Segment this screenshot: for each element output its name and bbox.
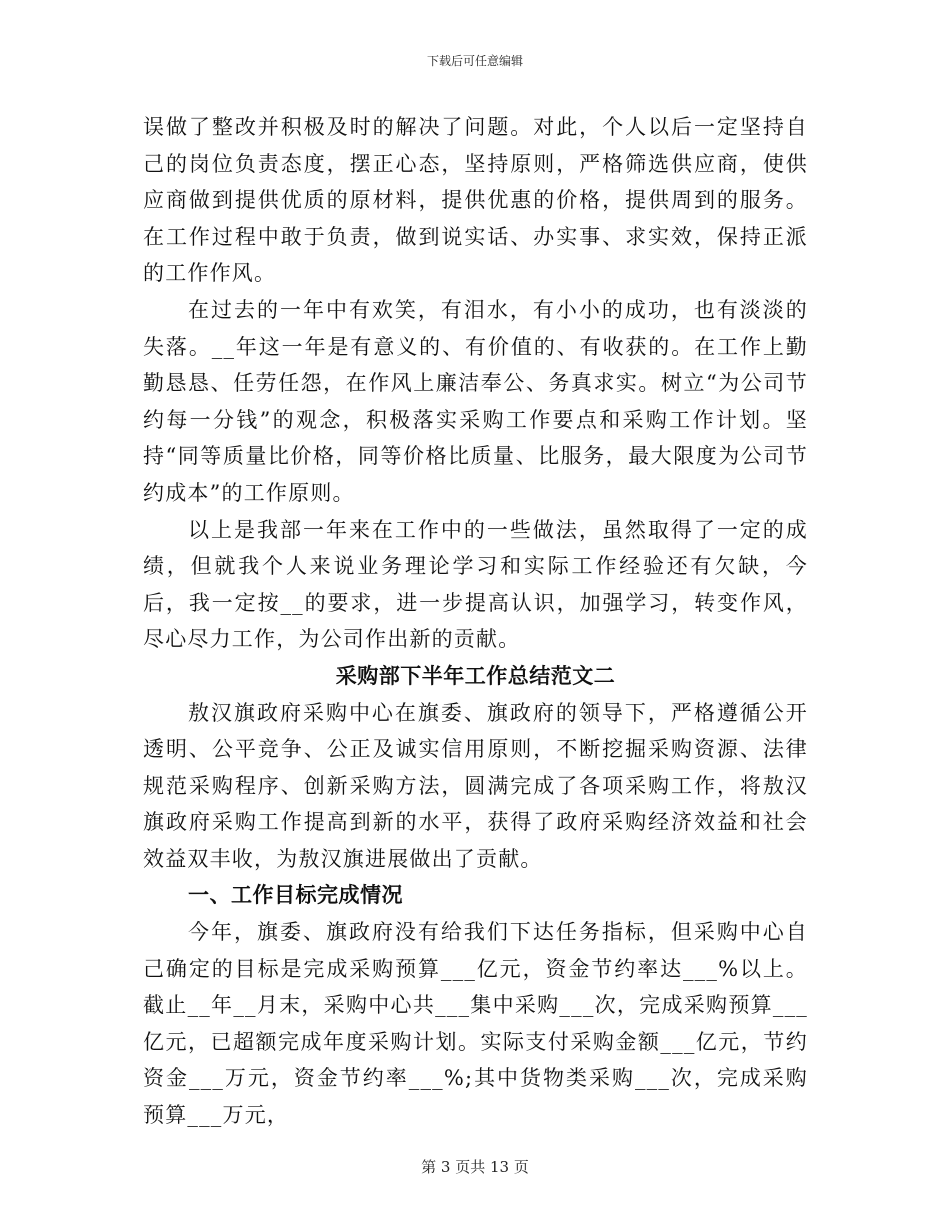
paragraph-targets: 今年，旗委、旗政府没有给我们下达任务指标，但采购中心自己确定的目标是完成采购预算___亿元，资金节约率达___%以上。截止__年__月末，采购中心共___集中采购___次，完成采购预算___亿元，已超额完成年度采购计划。实际支付采购金额___亿元，节约资金___万元，资金节约率___%;其中货物类采购___次，完成采购预算___万元， xyxy=(143,920,808,1128)
paragraph-continuation: 误做了整改并积极及时的解决了问题。对此，个人以后一定坚持自己的岗位负责态度，摆正心态，坚持原则，严格筛选供应商，使供应商做到提供优质的原材料，提供优惠的价格，提供周到的服务。在工作过程中敢于负责，做到说实话、办实事、求实效，保持正派的工作作风。 xyxy=(143,115,808,286)
page-footer: 第 3 页共 13 页 xyxy=(421,1158,529,1176)
paragraph-conclusion: 以上是我部一年来在工作中的一些做法，虽然取得了一定的成绩，但就我个人来说业务理论学习和实际工作经验还有欠缺，今后，我一定按__的要求，进一步提高认识，加强学习，转变作风，尽心尽力工作，为公司作出新的贡献。 xyxy=(143,517,808,652)
page-header: 下载后可任意编辑 xyxy=(426,54,523,68)
paragraph-reflection: 在过去的一年中有欢笑，有泪水，有小小的成功，也有淡淡的失落。__年这一年是有意义的、有价值的、有收获的。在工作上勤勤恳恳、任劳任怨，在作风上廉洁奉公、务真求实。树立“为公司节约每一分钱”的观念，积极落实采购工作要点和采购工作计划。坚持“同等质量比价格，同等价格比质量、比服务，最大限度为公司节约成本”的工作原则。 xyxy=(143,297,808,505)
paragraph-intro: 敖汉旗政府采购中心在旗委、旗政府的领导下，严格遵循公开透明、公平竞争、公正及诚实信用原则，不断挖掘采购资源、法律规范采购程序、创新采购方法，圆满完成了各项采购工作，将敖汉旗政府采购工作提高到新的水平，获得了政府采购经济效益和社会效益双丰收，为敖汉旗进展做出了贡献。 xyxy=(143,700,808,871)
section-title: 采购部下半年工作总结范文二 xyxy=(335,662,616,688)
section-heading: 一、工作目标完成情况 xyxy=(188,882,403,908)
document-body xyxy=(143,109,808,1134)
